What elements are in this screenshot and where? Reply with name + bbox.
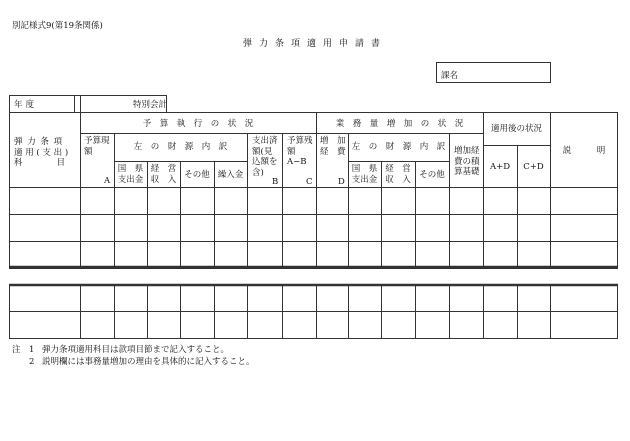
form-number-label: 別記様式9(第19条関係) (12, 21, 103, 31)
fund-breakdown-right-header: 左 の 財 源 内 訳 (351, 142, 446, 152)
note-1-text: 弾力条項適用科目は款項目節まで記入すること。 (42, 345, 230, 355)
budget-status-header: 予 算 執 行 の 状 況 (142, 119, 254, 129)
kurirekin-header: 繰入金 (217, 170, 244, 180)
account-type-label: 特別会計 (133, 100, 168, 110)
fiscal-year-label: 年度 (14, 100, 38, 110)
note-2-number: 2 (29, 357, 35, 367)
mark-b: B (272, 177, 279, 187)
mark-a: A (104, 176, 111, 186)
calc-basis-header: 増加経 費の積 算基礎 (454, 146, 480, 178)
fund-breakdown-left-header: 左 の 財 源 内 訳 (133, 142, 228, 152)
document-title: 弾力条項適用申請書 (242, 39, 387, 49)
business-status-header: 業 務 量 増 加 の 状 況 (335, 119, 464, 129)
keiei-shuunyuu-header: 経 営 収 入 (150, 164, 177, 185)
kokken-shishutsu-header: 国 県 支出金 (117, 164, 144, 185)
increase-expense-header: 増 加 経 費 (320, 136, 346, 157)
mark-c: C (306, 177, 313, 187)
note-1-number: 注 1 (12, 345, 35, 355)
sonota-left-header: その他 (184, 170, 210, 180)
a-plus-d-header: A+D (489, 162, 511, 172)
budget-current-header: 予算現 額 (84, 136, 110, 157)
after-status-header: 適用後の状況 (490, 124, 542, 134)
subject-header: 弾 力 条 項 適 用 ( 支 出 ) 科 目 (14, 137, 69, 169)
mark-d: D (338, 177, 345, 187)
c-plus-d-header: C+D (523, 162, 544, 172)
dept-name-label: 課名 (441, 71, 459, 81)
kokken-shishutsu-right-header: 国 県 支出金 (351, 164, 378, 185)
explanation-header: 説 明 (562, 146, 606, 156)
sonota-right-header: その他 (419, 170, 445, 180)
budget-remaining-header: 予算残 額 A−B (287, 136, 313, 168)
keiei-shuunyuu-right-header: 経 営 収 入 (385, 164, 411, 185)
note-2-text: 説明欄には事務量増加の理由を具体的に記入すること。 (42, 357, 255, 367)
paid-amount-header: 支出済 額(見 込額を 含) (252, 136, 278, 178)
